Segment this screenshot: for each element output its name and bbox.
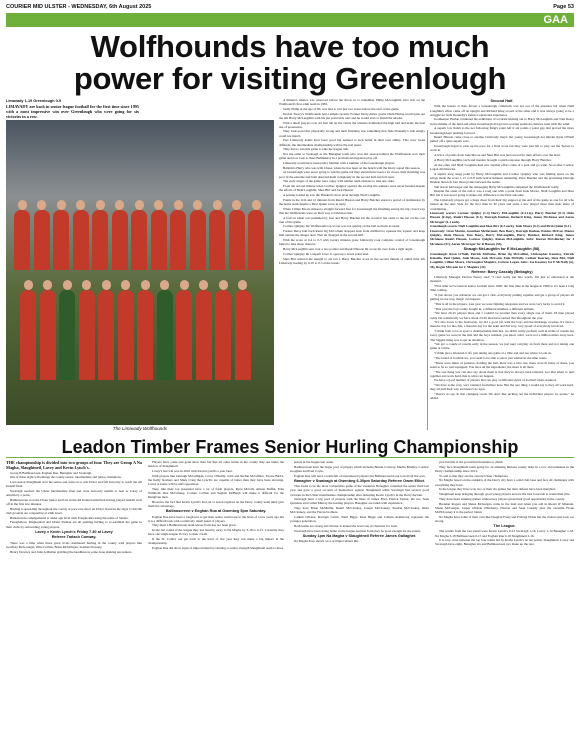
paragraph: "The brand of football we, you seem to be able to use it just whenever the time wants. bbox=[434, 355, 548, 360]
paragraph: "First time we've been in senior football since 1995, the first time in the league in 1989 so it's been a long time coming. bbox=[430, 284, 574, 293]
paragraph: A pointer loaded up saw the Plunkett's draw level through Niall Loughlin. bbox=[283, 193, 381, 197]
subheading: Ballinascreen v Eoghan Rua at Owenbeg 5pm Saturday. bbox=[165, 509, 267, 514]
paragraph: Cormac Quigley hit a superb score to open up a seven point lead. bbox=[283, 251, 369, 256]
paragraph: Callum O'Kane, Darragh Cartin, Niall Biggs, Kian Biggs and Callum Armstrong represent the younger generation. bbox=[290, 515, 429, 524]
paragraph: "I think just a laboured it off, just taking one game at a time and and see where it took us. bbox=[434, 351, 552, 356]
team-list: Greenlough: Ryan O'Neill, Patrick McPeake, Brian Óg McCallion, Christopher Kearney, Patrick Kinsella, Paul Quinn, Jude Moore, Jack McCann, Eoin McNally, Cathair Kearney, Shea Birt, Niall Loughlin, Cillian Moore, Christopher Maguire, Cormac Logan. Subs: Joe Kearney for E McNally (n), 20), Rogue McCann for C Maguire (32) bbox=[430, 252, 574, 269]
paragraph: A brace of points from Jude Moore and Shea Birt was just reward for their efforts over the hour. bbox=[434, 153, 561, 158]
paragraph: Limavady would have been pretty familiar with a number of the Greenlough players. bbox=[283, 160, 396, 165]
section-label: GAA bbox=[543, 14, 568, 26]
player-head bbox=[96, 200, 105, 210]
article2-column-4 bbox=[435, 460, 574, 735]
paragraph: year but this is the proverbial mountain to climb. bbox=[439, 460, 504, 464]
player-figure bbox=[79, 290, 95, 380]
article2-column-2 bbox=[148, 460, 284, 735]
player-figure bbox=[20, 290, 36, 380]
player-figure bbox=[176, 290, 192, 380]
paragraph: If the St. Colm's can get back to the level of last year they can make a big impact in the championship. bbox=[148, 537, 284, 546]
paragraph: Swatragh reached the Ulster intermediate final and were narrowly unable to beat to Carey of Antrim by a point. bbox=[6, 489, 142, 498]
paragraph: "There's no ego in that changing room. We don't like picking out the individual players for praise," he added. bbox=[430, 392, 574, 401]
subheading: Sunday 1pm Na Magha v Slaughtneil Referee James Gallagher. bbox=[302, 533, 417, 538]
player-figure bbox=[59, 290, 75, 380]
paragraph: Slaughtneil keep bringing through good young players and are the best forwards to retain their title. bbox=[439, 492, 571, 497]
paragraph: Limavady Manager Declan Treacy said: "I can't really put into words, I'm just so emotional at the moment. bbox=[430, 275, 574, 284]
player-figure bbox=[98, 290, 114, 380]
page-header bbox=[6, 2, 574, 12]
publication-line: COURIER MID ULSTER - WEDNESDAY, 6th August 2025 bbox=[6, 4, 152, 10]
paragraph: We have a good number of players that can play at different styles of football when required. bbox=[434, 378, 557, 383]
player-head bbox=[154, 200, 163, 210]
paragraph: Ballerin have amalgamated at under age level with Eoughs Rua using the name of Setana. bbox=[10, 515, 129, 520]
headline-line-2: power for visiting Greenlough bbox=[73, 61, 507, 96]
paragraph: Group B Ballinascreen, Eoghan Rua, Banagher and Swatragh. bbox=[10, 470, 93, 475]
paragraph: Brendan Rogers and Shane McGuigan come in the land and when you add in Ruairi O' Mianain, Shane McGuigan, Jasper O'Dede O'Doherty, Hasson and Sean Cassidy plus the versatile Fionn McEldowney it is the perfect blend. bbox=[435, 501, 574, 514]
paragraph: on Greenlough were never going to win the game but they should have been a lot closer, their finishing was poor in the extreme and both deserted them completely in the second half and fell apart. bbox=[279, 170, 425, 179]
player-figure bbox=[190, 210, 206, 270]
section-bar bbox=[6, 13, 574, 27]
paragraph: Despite the onset of the rain it was a long one with a point from Jude Moore, Niall Loughlin and Shea Birt but it was never going to make any difference to the final outcome. bbox=[430, 189, 574, 198]
paragraph: A Harry McLaughlin catch and transfer brought a quick response through Harry Butcher. bbox=[434, 157, 552, 162]
paragraph: Swatragh have been doing better in the league and that form may be good enough for the points. bbox=[294, 528, 422, 533]
scorers: Limavady: Oran Martin, Jonathan McDermott, Ben Deery, Darragh Deehan, Patsius McIvor, Mance Quigley, Oisin Hasson, Tom Deery, Harry McLaughlin, Harry Butcher, Richard King, James McAleese Ruairi Hasson, Cormac Quigley, Ronan McLaughlin. Subs: Kieran McGlinchey for J McAleese (51), Aaron McGregor for R Hasson (55), bbox=[430, 229, 574, 246]
paragraph: points in the league last week. bbox=[294, 460, 334, 464]
subheading: Shaugh McLaughlin for E McLaughlin (58). bbox=[463, 246, 541, 251]
paragraph: Not the same at Swatragh as the Banagher team who won last season behind the Wolfhounds won their game and now look to meet Ballinderry in a promotion/relegation play off. bbox=[279, 152, 425, 161]
player-head bbox=[76, 200, 85, 210]
paragraph: "This year the boys really bought in, a different mindset, a different attitude. bbox=[434, 306, 535, 311]
player-figure bbox=[40, 290, 56, 380]
article2-column-1 bbox=[6, 460, 142, 735]
paragraph: "It's also down to the backroom, we did a good job with the boys and the midrange coaches. It's been a massive day for the club, a massive day for the team and I'm very, very proud of everybody involved. bbox=[430, 320, 574, 329]
paragraph: They meet a Ballinascreen team whose form has not been great. bbox=[152, 523, 237, 528]
paragraph: Eoghan Rua have been a tough test to get their senior team back to the level of a few years ago but it is a difficult task with a relatively small panel of players. bbox=[148, 514, 284, 523]
paragraph: However the fact that Kevin Lynch's had six or seven regulars on the Derry county team must give them the advantage. bbox=[148, 499, 284, 508]
paragraph: In the last round of the league they lost heavily away to Na Magha by 3-18 to 0-15. Currently they have one single league victory to their credit. bbox=[148, 528, 284, 537]
paragraph: Last season Slaughtneil won the senior and went on to win Ulster and fall narrowly to reach the All Ireland final. bbox=[6, 480, 142, 489]
scorers: Greenlough scorers Niall Loughlin and Shea Birt (0-3 each), Jude Moore (0-2) and Piral Quinn (0-1). bbox=[430, 224, 572, 229]
paragraph: Ballerin's Harry who was with Chase, where he has been on the bench with the Derry squad this season. bbox=[283, 165, 421, 170]
paragraph: Past Limavady teams have been good but seemed to lack belief in their own ability. This crew looks different, the intermediate championship will be the real tester. bbox=[279, 138, 425, 147]
player-head bbox=[24, 280, 33, 290]
paragraph: Fenaghmore, Magherafelt and Drum Tremau are all pushing hurling to re-establish the game in their clubs by onboarding young players. bbox=[6, 520, 142, 529]
player-figure bbox=[53, 210, 69, 270]
paragraph: A foul on Oisin was punished by free and Harry Butcher hit the crossbar but came to the net on the cost rule of the game. bbox=[279, 215, 425, 224]
paragraph: Sadly Philip at the age of 80, was laid to rest just two hours before the start of the game. bbox=[283, 106, 400, 111]
paragraph: Na Magha have some of their own like Deaglan Foley and Padraig Nolan but the visitors just look too strong. bbox=[435, 514, 574, 523]
paragraph: Former Derry half back Ruari Og McCollum dropped back from midfield to squeeze the 'square' and keep him outside the danger area. That all changed in the second half. bbox=[279, 229, 425, 238]
article1-lead: LIMAVADY are back in senior league football for the first time since 1995 with a most impressive win over Greenlough who were going for six victories in a row. bbox=[6, 104, 139, 119]
paragraph: The early stages of the game were cagey with neither team anxious to take any risks. bbox=[283, 179, 395, 184]
dateline: Limavady 1-19 Greenlough 0-9 bbox=[6, 99, 62, 103]
subheading: The League. bbox=[493, 523, 516, 528]
paragraph: Lavey's last win was in 2010 with Kevin Lynch's a year later. bbox=[152, 468, 233, 473]
paragraph: Shea Birt reduced the margin to six but a Harry Butcher score in the second minute of added time left Limavady leading by 0-10 to 0-5 at the break. bbox=[279, 256, 425, 265]
paragraph: This looks to be the most competitive game of the weekend. Banagher contested the senior final last year and gave a good account of themselves against Slaughtneil while Swatragh had several good victories in the Ulster intermediate championship after defeating Kevin Lynch's in the Derry decider. bbox=[290, 484, 429, 497]
player-head bbox=[174, 200, 183, 210]
player-head bbox=[199, 280, 208, 290]
player-head bbox=[102, 280, 111, 290]
player-figure bbox=[196, 290, 212, 380]
player-head bbox=[37, 200, 46, 210]
player-head bbox=[63, 280, 72, 290]
subheading: Banagher v Swatragh at Owenbeg 6-30pm Saturday Referee Owen Elliot. bbox=[294, 478, 425, 483]
player-figure bbox=[151, 210, 167, 270]
paragraph: Greenlough began to pick up the pace for a final score but they were just left to play out the 'heroes to work in. bbox=[430, 144, 574, 153]
paragraph: Goalkeeper Harlan continued his exhibition of accurate kicking out to Harry McLaughlin and Tom Deery in the middle of the field and when Greenlough did get into scoring positions chances went with the wind. bbox=[430, 117, 574, 126]
player-figure bbox=[235, 290, 251, 380]
team-photo bbox=[6, 120, 274, 425]
subheading: Referee: Barry Cassidy (Bellaghy) bbox=[471, 269, 533, 274]
paragraph: They have been winning games without key players given their good opportunity in the county. bbox=[439, 496, 565, 501]
player-figure bbox=[170, 210, 186, 270]
paragraph: The Limavady players got a huge cheer from their big support at the end of the game as one for all who turned up the Aws Vide for the first time in 30 years and quite a few played more than their share of contribution. bbox=[430, 198, 574, 211]
paragraph: With players like Darragh McGilligan, Corey O'Reilly, John and Richie McGillion, Tirone Bird's, the Kelly brothers and Mark Craig the Lynch's are capable of better than they have been showing. Lavey at home will be stiff opposition. bbox=[148, 473, 284, 486]
paragraph: With the breeze at their favour a Greenlough comeback was not out of the question but when Niall Loughlin's effort came off an upright and Richard King scored at the other end it was always going to be a struggle for Jude Donnelly's inferior squad and experience. bbox=[430, 104, 574, 117]
player-figure bbox=[14, 210, 30, 270]
article1-column-3 bbox=[279, 98, 425, 432]
paragraph: They have Brian McMullin, Ruairi McCloskey, Joseph McCloskey, Steafan McCloskey, Oisin McCloskey, and the Farren brothers. bbox=[290, 506, 429, 515]
player-figure bbox=[131, 210, 147, 270]
player-figure bbox=[34, 210, 50, 270]
article1-column-4 bbox=[430, 98, 574, 432]
player-head bbox=[160, 280, 169, 290]
player-head bbox=[232, 200, 241, 210]
player-figure bbox=[157, 290, 173, 380]
paragraph: With a lineal players over six feet tall up the centre the winners dominated the high ball and made the best use of possession. bbox=[279, 120, 425, 129]
player-figure bbox=[112, 210, 128, 270]
player-figure bbox=[209, 210, 225, 270]
article2-column-3 bbox=[290, 460, 429, 735]
paragraph: At the other end Niall Loughlin then saw another effort come of a post and go wide. Soon after Cormac Logan did likewise. bbox=[430, 162, 574, 171]
subheading: Lavey v Kevin Lynch's Friday 7.30 at Lavey bbox=[35, 529, 113, 534]
paragraph: A superb long range point by Harry McLaughlin and Cormac Quigley who was finding space on the wings made the score 1-15 to 0-8 with twelve minutes remaining. Peter Butcher and the promising Darragh Deehan then left four more points between the teams. bbox=[430, 171, 574, 184]
paragraph: A minute's silence was observed before the throw in to remember Philip McLaughlin who was on the Wolfhound's first adult team in 1981. bbox=[279, 98, 425, 107]
player-head bbox=[115, 200, 124, 210]
paragraph: "The one thing you can also say about them is that they've always been talented. Get that talent to pull together and work hard, that is what can happen. bbox=[430, 369, 574, 378]
player-figure bbox=[229, 210, 245, 270]
player-figure bbox=[92, 210, 108, 270]
paragraph: They had to win this game to take the league title. bbox=[283, 147, 349, 152]
paragraph: Both teams are strong and diverse is indeed the level one of character for both. bbox=[294, 524, 398, 528]
player-head bbox=[57, 200, 66, 210]
player-figure bbox=[137, 290, 153, 380]
player-head bbox=[82, 280, 91, 290]
paragraph: "We have some very, very talented footballers here. But the one thing I would say is they all work hard, they all pull their way and there's no egos. bbox=[430, 383, 574, 392]
paragraph: "We got a couple of results early in the season, we just kept carrying on from there and not taking one game at a time. bbox=[430, 342, 574, 351]
paragraph: To add to that they are the current Ulster champions. bbox=[439, 473, 509, 478]
player-head bbox=[18, 200, 27, 210]
player-figure bbox=[118, 290, 134, 380]
paragraph: THE championship is divided into two groups of four. They are Group A Na Magha, Slaughtneil, Lavey and Kevin Lynch's. bbox=[6, 460, 142, 470]
paragraph: Eoghan Rua will have a team full of experienced players but Ballinascreen look to hold all the aces. bbox=[294, 473, 426, 478]
player-head bbox=[238, 280, 247, 290]
paragraph: Declan Treacy's Wolfhounds had a simple system. Former Derry minor goalie Oisin Harlan would pick out the tall Harry McLaughlin with his pin point kick outs and he would start or finish the attacks. bbox=[279, 111, 425, 120]
article1-column-2-top bbox=[142, 98, 275, 124]
player-head bbox=[193, 200, 202, 210]
subheading: Referee Tarlach Conway. bbox=[51, 535, 97, 540]
paragraph: "This is all in the players. Last year we were fighting relegation and we were very lucky to avoid it. bbox=[434, 301, 566, 306]
paragraph: "These were times of patience, holding the ball, there was a nice one, there were in many of these, you seem to be so well equipped. You have all the ingredients; the more is all there. bbox=[430, 360, 574, 369]
paragraph: Points in the 11th and 12 minutes from Ruairi Hasson and Harry Butcher started a period of domination by the home team despite a Piral Quinn score in reply. bbox=[279, 197, 425, 206]
paragraph: A superb low finish to the net following King's point left it six points a point gap that proved the more Greenlough kept pushing forward. bbox=[430, 126, 574, 135]
paragraph: "It just shows you whatever we can get a club, everybody pulling together and get a group of players all pulling in one way, magic can happen. bbox=[430, 292, 574, 302]
player-head bbox=[252, 200, 261, 210]
headline2-rule bbox=[6, 457, 574, 458]
paragraph: "We have 20-25 players there and I couldn't be prouder than every single one of them. 18 men played today but realistically we have about 23-26 men have earned that throughout the year. bbox=[430, 311, 574, 320]
paragraph: In the league they have won two of their six games but their defeats have been marginal. bbox=[439, 487, 556, 492]
player-figure bbox=[248, 210, 264, 270]
paragraph: They, like their top presented have a lot of fresh players. Ryan McGill, Aimon Duffin, Eoin Wildhold, Rua McGrimey, Cormac Collins and Seghan McHugh will make it difficult for the Dungiven men. bbox=[148, 486, 284, 500]
paragraph: There was a time when these great rivals dominated hurling in the county with players like Geoffrey McGonagle, Ollie Collins, Brian McGilligan, Seamus Downey. bbox=[6, 540, 142, 549]
player-figure bbox=[215, 290, 231, 380]
paragraph: When Cillian Moore missed a straight forward free for Greenlough the finishing swung the big crowd way that the Wolfhounds were on their way to Division One. bbox=[279, 206, 425, 215]
column-divider bbox=[427, 130, 428, 430]
paragraph: Out of these eight will emerge the county senior, intermediate and junior champions. bbox=[10, 475, 122, 480]
player-head bbox=[141, 280, 150, 290]
hurling-headline: Leadon Timber Frames Senior Hurling Championship bbox=[61, 437, 519, 457]
player-figure bbox=[73, 210, 89, 270]
paragraph: Cormac Quigley the Wolfhounds top scorer was not getting on the ball as much as usual. bbox=[283, 224, 401, 229]
paragraph: They look powerful, physically strong and their finishing was something that Jude Donnelly's side simply could not match. bbox=[279, 129, 425, 138]
paragraph: Na Magha based on the outskirts of the Derry city have a solid club base and face all challenges with everything they have. bbox=[435, 478, 574, 487]
photo-caption: The Limavady Wolfhounds bbox=[112, 426, 168, 431]
player-head bbox=[135, 200, 144, 210]
paragraph: Swatragh have a big pool of players with the likes of James Friel, Patrick Turner, the two Sean Quinlans and Cathal Murray the leading players. Banagher are laden with experience. bbox=[290, 497, 429, 506]
paragraph: The results from the last round were Kevin Lynch's 0-23 Swatragh 1-16, Lavey 1-14 Banagher 1-18, Na Magha 3-18 Ballinascreen 0-15 and Eoghan Rua 0-19 Slaughtneil 2-16. bbox=[435, 529, 574, 538]
player-head bbox=[219, 280, 228, 290]
paragraph: Hurling is spreading throughout the county at pace rate since an Ulster brand in the Ogra Coltsville club grounds are conquering at adult level. bbox=[6, 506, 142, 515]
paragraph: They face Slaughtneil team going for an amazing thirteen county titles in a row and unbeaten in the Derry championship since 2013. bbox=[435, 464, 574, 473]
paragraph: Sub Aaron McGregor and the rampaging Harry McLaughlin completed the Wolfhounds' really. bbox=[434, 184, 560, 189]
player-head bbox=[180, 280, 189, 290]
paragraph: Players have come and gone since then but like all other teams in the county they are under the shadow of Slaughtneil. bbox=[148, 460, 284, 469]
paragraph: From the second minute when Cormac Quigley opened the scoring the winners were never headed despite the efforts of Niall Loughlin, Shea Birt and Jack Hasson. bbox=[279, 184, 425, 193]
paragraph: "I think both to be at sport a championship matches, we didn't really perform well in terms of results but every game we were in the mix and the boys realised, you know what, we're not a million miles away here. The biggest thing was to get an attention. bbox=[430, 329, 574, 342]
paragraph: Na Magha have shown a lot of improvement this bbox=[294, 539, 359, 544]
paragraph: It is very close between the top four teams led by Kevin Lynch's on ten points, Slaughtneil, Lavey and Swatragh have eight, Banagher six and Ballinascreen two make up the rest. bbox=[435, 538, 574, 547]
paragraph: Ballinascreen won the Ulster junior and lost in the All Ireland semi final having played Antrim rival off in the first few minutes. bbox=[6, 497, 142, 507]
paragraph: With the score at 0-4 to 0-5 with twenty minutes gone Limavady took complete control of Greenlough failed to take those chances. bbox=[279, 238, 425, 247]
player-head bbox=[121, 280, 130, 290]
headline-line-1: Wolfhounds have too much bbox=[90, 29, 490, 64]
paragraph: Henry Downey and John A Mullan grabbing the headlines in some bone shaking encounters. bbox=[10, 549, 133, 554]
player-head bbox=[213, 200, 222, 210]
subheading: Second Half. bbox=[490, 99, 514, 103]
page-number: Page 53 bbox=[553, 4, 574, 10]
paragraph: Harry McLaughlin sent over a two pointer and Ruairi Hasson hit a tour tin over from a tight angle. bbox=[283, 247, 413, 252]
player-head bbox=[43, 280, 52, 290]
paragraph: Eoghan Rua did show signs of improvement by running so under strength Slaughtneil team to three bbox=[152, 545, 284, 550]
scorers: Limavady scorers Cormac Quigley (1-4) Harry McLaughlin (0-3,1tp), Harry Butcher (0-3) Oisin Hasson (0-2tp), Ruairi Hasson (0-1), Darragh Deehan, Richard King, James McAleese and Aaron McGregor (0-1 each). bbox=[430, 211, 574, 224]
paragraph: Ruairi Hasson came close to another Limavady major but young Greenlough net minder Ryan O'Neill pulled off a quite superb save. bbox=[430, 135, 574, 144]
paragraph: Ballinascreen have the larger pool of players which includes Bernie Convery, Martin Bradley, Cormac Geoghan and Paul Coyle. bbox=[290, 464, 429, 473]
